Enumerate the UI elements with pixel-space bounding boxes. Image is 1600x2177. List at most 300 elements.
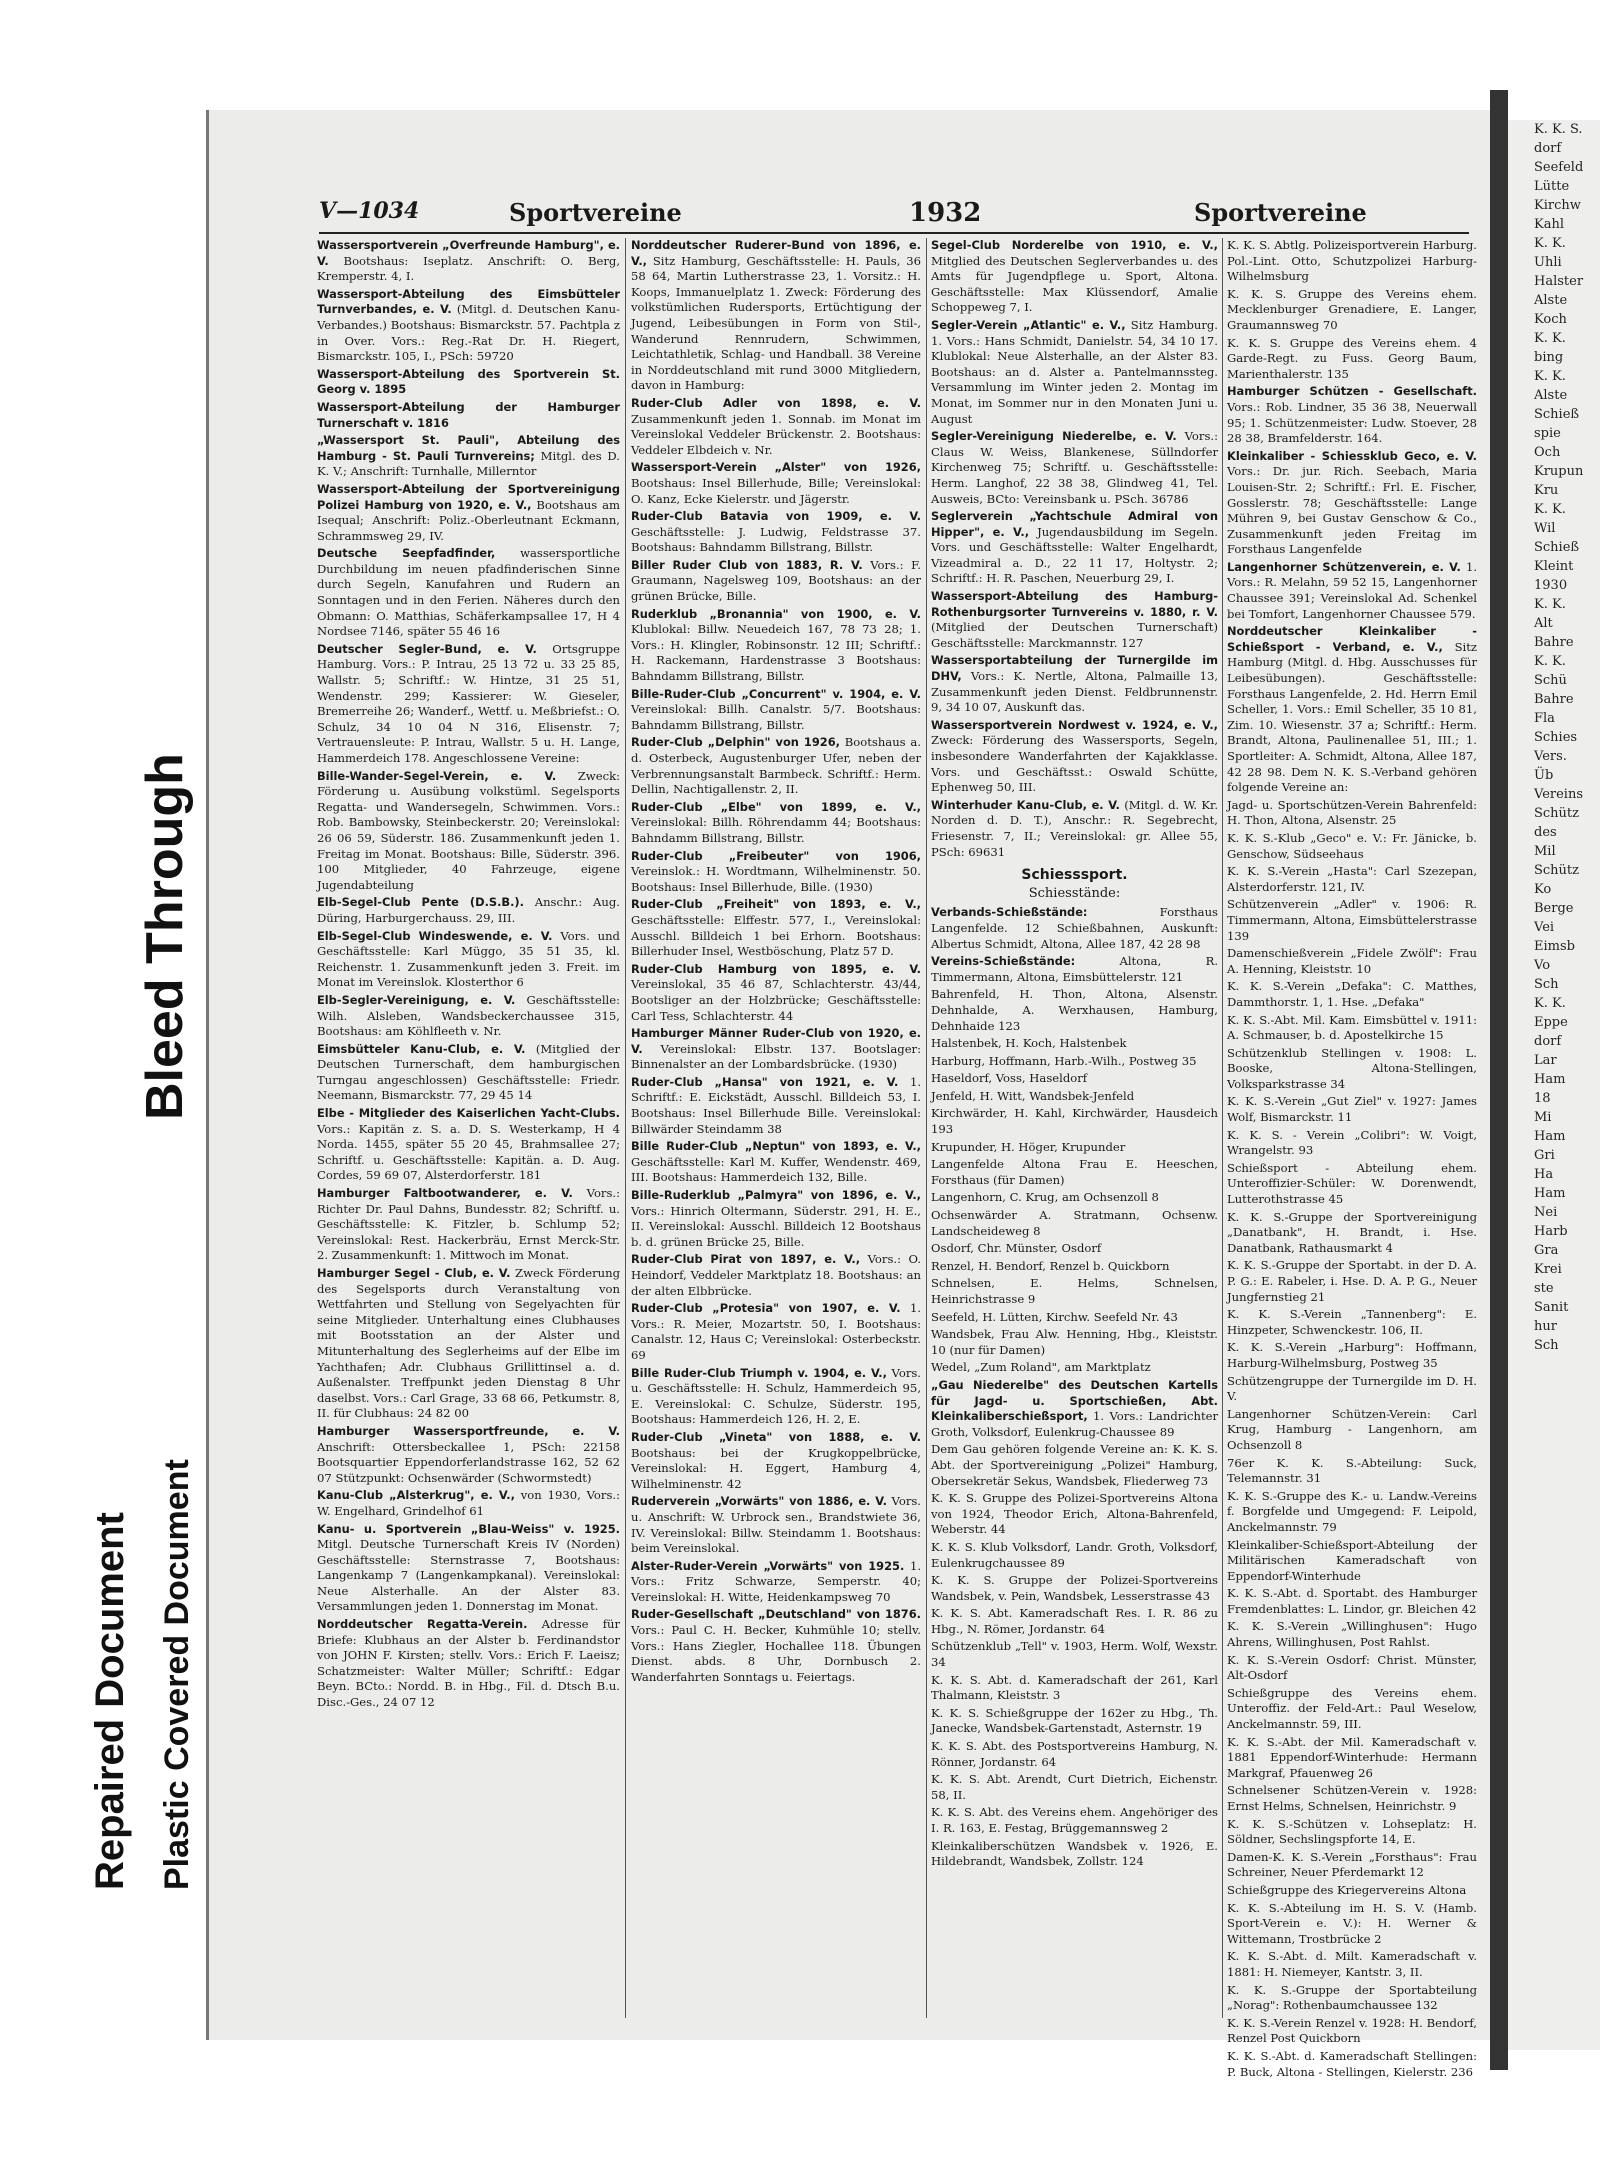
club-details: K. K. S.-Verein „Willinghusen": Hugo Ahrens, Willinghusen, Post Rahlst. — [1227, 1619, 1477, 1650]
club-name: Ruder-Club Batavia von 1909, e. V. — [631, 509, 921, 524]
directory-entry — [317, 1042, 620, 1104]
club-details: von 1930, Vors.: W. Engelhard, Grindelhof 61 — [317, 1488, 620, 1518]
directory-entry — [1227, 979, 1477, 1010]
directory-entry — [931, 1327, 1218, 1358]
adjacent-page-line: Ham — [1534, 1129, 1566, 1144]
club-details: K. K. S.-Verein „Gut Ziel" v. 1927: James Wolf, Bismarckstr. 11 — [1227, 1094, 1477, 1125]
club-name: Ruderklub „Bronannia" von 1900, e. V. — [631, 606, 921, 621]
club-details: Langenhorn, C. Krug, am Ochsenzoll 8 — [931, 1190, 1159, 1205]
club-details: K. K. S. Gruppe des Vereins ehem. Mecklenburger Grenadiere, E. Langer, Graumannsweg 70 — [1227, 286, 1477, 332]
directory-entry — [631, 509, 921, 556]
directory-entry — [631, 800, 921, 847]
club-details: K. K. S. Gruppe des Vereins ehem. 4 Garde-Regt. zu Fuss. Georg Baum, Marienthalerstr. 135 — [1227, 335, 1477, 381]
directory-entry — [631, 735, 921, 797]
club-details: K. K. S.-Verein Osdorf: Christ. Münster, Alt-Osdorf — [1227, 1652, 1477, 1683]
adjacent-page-line: 1930 — [1534, 578, 1568, 593]
directory-entry — [931, 1157, 1218, 1188]
column-2 — [631, 238, 921, 2018]
club-details: Schnelsen, E. Helms, Schnelsen, Heinrichstrasse 9 — [931, 1276, 1218, 1306]
club-details: Bootshaus a. d. Osterbeck, Augustenburger Ufer, neben der Verbrennungsanstalt Barmbeck. Schriftf.: Herm. Dellin, Nachtigallenstr. 2, II. — [631, 735, 922, 797]
page-edge-shadow — [1490, 90, 1508, 2070]
directory-entry — [1227, 560, 1477, 622]
plastic-covered-label: Plastic Covered Document — [158, 1459, 196, 1890]
adjacent-page-line: K. K. — [1534, 597, 1566, 612]
club-details: Sitz Hamburg, Geschäftsstelle: H. Pauls, 36 58 64, Martin Lutherstrasse 23, 1. Vorsitz.: H. Koops, Immanuelplatz 1. Zweck: Förderung des volkstümlichen Rudersports, Ertüchtigung der Jugend, Leibesübungen in Form von Stil-, Wanderund Rennrudern, Schwimmen, Leichtathletik, Schlag- und Handball. 38 Vereine in Norddeutschland mit rund 3000 Mitgliedern, davon in Hamburg: — [631, 253, 921, 393]
club-name: Wassersport-Abteilung des Eimsbütteler Turnverbandes, e. V. — [317, 286, 620, 317]
club-details: Mitglied des Deutschen Seglerverbandes u. des Amts für Jugendpflege u. Sport, Altona. Geschäftsstelle: Max Klüssendorf, Amalie Schoppeweg 7, I. — [931, 253, 1218, 315]
directory-entry — [631, 1026, 921, 1073]
directory-entry — [317, 1617, 620, 1711]
club-details: Adresse für Briefe: Klubhaus an der Alster b. Ferdinandstor von JOHN F. Kirsten; stellv. Vors.: Erich F. Laeisz; Schatzmeister: Walter Müller; Schriftf.: Edgar Beyn. BCto.: Nordd. B. in Hbg., Fil. d. Dtsch B.u. Disc.-Ges., 24 07 12 — [317, 1617, 620, 1710]
bleed-through-label: Bleed Through — [136, 753, 194, 1120]
club-details: K. K. S. Gruppe der Polizei-Sportvereins Wandsbek, v. Pein, Wandsbek, Lesserstrasse 43 — [931, 1573, 1218, 1603]
club-details: Bootshaus: bei der Krugkoppelbrücke, Vereinslokal: H. Eggert, Hamburg 4, Wilhelminenstr. 42 — [631, 1445, 921, 1491]
directory-entry — [631, 238, 921, 394]
adjacent-page-line: Vereins — [1534, 787, 1583, 802]
club-name: Segler-Vereinigung Niederelbe, e. V. — [931, 429, 1177, 444]
club-name: Wassersport-Abteilung der Hamburger Turnerschaft v. 1816 — [317, 399, 620, 430]
directory-entry — [931, 1772, 1218, 1803]
column-rule — [926, 238, 927, 2018]
directory-entry — [317, 482, 620, 544]
adjacent-page-line: Seefeld — [1534, 160, 1584, 175]
club-name: Wassersport-Abteilung der Sportvereinigung Polizei Hamburg von 1920, e. V., — [317, 481, 620, 512]
directory-entry — [1227, 384, 1477, 446]
club-details: Sitz Hamburg. 1. Vors.: Hans Schmidt, Danielstr. 54, 34 10 17. Klublokal: Neue Alsterhalle, an der Alster 83. Bootshaus: an d. Alster a. Pantelmannssteg. Versammlung im Winter jeden 2. Montag im Monat, im Sommer nur in den Monaten Juni u. August — [931, 317, 1218, 426]
club-details: 1. Vors.: Fritz Schwarze, Semperstr. 40; Vereinslokal: H. Witte, Heidenkampsweg 70 — [631, 1558, 922, 1604]
club-details: Vors.: Paul C. H. Becker, Kuhmühle 10; stellv. Vors.: Hans Ziegler, Hochallee 118. Übungen Dienst. abds. 8 Uhr, Dornbusch 2. Wanderfahrten Sonntags u. Feiertags. — [631, 1623, 921, 1684]
club-name: Segel-Club Norderelbe von 1910, e. V., — [931, 238, 1218, 252]
club-details: Mitgl. Deutsche Turnerschaft Kreis IV (Norden) Geschäftsstelle: Sternstrasse 7, Bootshaus: Langenkamp 7 (Langenkampkanal). Vereinslokal: Neue Alsterhalle. An der Alster 83. Versammlungen jeden 1. Donnerstag im Monat. — [317, 1537, 620, 1614]
club-details: Ochsenwärder A. Stratmann, Ochsenw. Landscheideweg 8 — [931, 1208, 1218, 1238]
club-details: Vereinslokal, 35 46 87, Schlachterstr. 43/44, Bootsliger an der Holzbrücke; Geschäftsstelle: Carl Tess, Schlachterstr. 44 — [631, 977, 921, 1023]
club-details: Zweck Förderung des Segelsports durch Veranstaltung von Wettfahrten und Stellung von Segelyachten für seine Mitglieder. Unterhaltung eines Clubhauses mit Bootsstation an der Alster und Mitunterhaltung des Seglerheims auf der Elbe im Yachthafen; Adr. Clubhaus Grillittinsel a. d. Außenalster. Treffpunkt jeden Dienstag 8 Uhr daselbst. Vors.: Carl Grage, 33 68 66, Petkumstr. 8, II. für Clubhaus: 24 82 00 — [317, 1266, 621, 1421]
directory-entry — [317, 238, 620, 285]
directory-entry — [1227, 1538, 1477, 1585]
adjacent-page-line: Alste — [1534, 293, 1568, 308]
document-page — [206, 110, 1495, 2079]
club-name: Ruderverein „Vorwärts" von 1886, e. V. — [631, 1494, 887, 1509]
club-name: Wassersportabteilung der Turnergilde im DHV, — [931, 653, 1218, 684]
club-details: Ortsgruppe Hamburg. Vors.: P. Intrau, 25 13 72 u. 33 25 85, Wallstr. 5; Schriftf.: W. Hintze, 31 25 51, Wendenstr. 299; Kassierer: W. Gieseler, Bremerreihe 26; Wanderf., Wettf. u. Meßbriefst.: O. Schulz, 34 10 04 N 316, Elisenstr. 7; Vertrauensleute: P. Intrau, Wallstr. 5 u. H. Lange, Hammerdeich 178. Angeschlossene Vereine: — [317, 641, 621, 765]
adjacent-page-line: Schütz — [1534, 863, 1580, 878]
page-number: V—1034 — [319, 198, 420, 224]
club-details: Halstenbek, H. Koch, Halstenbek — [931, 1036, 1127, 1051]
club-details: K. K. S.-Gruppe der Sportabteilung „Norag": Rothenbaumchaussee 132 — [1227, 1982, 1477, 2013]
club-details: K. K. S.-Klub „Geco" e. V.: Fr. Jänicke, b. Genschow, Südseehaus — [1227, 830, 1477, 861]
club-name: Ruder-Club „Protesia" von 1907, e. V. — [631, 1301, 901, 1316]
directory-entry — [631, 1559, 921, 1606]
club-details: K. K. S.-Gruppe der Sportabt. in der D. A. P. G.: E. Rabeler, i. Hse. D. A. P. G., Neuer Jungfernstieg 21 — [1227, 1258, 1477, 1304]
club-details: Bootshaus: Insel Billerhude, Bille; Vereinslokal: O. Kanz, Ecke Kielerstr. und Jägerstr. — [631, 475, 921, 506]
club-details: Altona, R. Timmermann, Altona, Eimsbüttelerstr. 121 — [931, 954, 1219, 984]
club-details: Jenfeld, H. Witt, Wandsbek-Jenfeld — [931, 1088, 1135, 1103]
club-name: Norddeutscher Ruderer-Bund von 1896, e. V., — [631, 238, 921, 268]
directory-entry — [1227, 624, 1477, 796]
club-name: Wassersport-Verein „Alster" von 1926, — [631, 460, 921, 475]
directory-entry — [317, 1266, 620, 1422]
directory-entry — [931, 1805, 1218, 1836]
directory-entry — [1227, 1883, 1477, 1899]
adjacent-page-line: ste — [1534, 1281, 1554, 1296]
club-name: Kanu-Club „Alsterkrug", e. V., — [317, 1488, 515, 1503]
club-details: Damenschießverein „Fidele Zwölf": Frau A. Henning, Kleiststr. 10 — [1227, 946, 1477, 976]
adjacent-page-line: Lütte — [1534, 179, 1570, 194]
directory-entry — [1227, 1307, 1477, 1338]
directory-entry — [1227, 1619, 1477, 1650]
club-details: Geschäftsstelle: J. Ludwig, Feldstrasse 37. Bootshaus: Bahndamm Billstrang, Billstr. — [631, 524, 921, 555]
club-details: Anschr.: Aug. Düring, Harburgerchauss. 29, III. — [317, 895, 620, 925]
club-name: Hamburger Schützen - Gesellschaft. — [1227, 384, 1477, 399]
club-details: Vors.: Dr. jur. Rich. Seebach, Maria Louisen-Str. 2; Schriftf.: Frl. E. Fischer, Gosslerstr. 78; Geschäftsstelle: Lange Mühren 9, bei Gustav Genschow & Co., Zusammenkunft jeden Freitag im Forsthaus Langenfelde — [1227, 464, 1477, 557]
directory-entry — [631, 1252, 921, 1299]
club-name: Wassersport-Abteilung des Sportverein St. Georg v. 1895 — [317, 366, 620, 397]
adjacent-page-line: Vo — [1534, 958, 1551, 973]
directory-entry — [1227, 1374, 1477, 1405]
directory-entry — [1227, 1949, 1477, 1980]
adjacent-page-line: Schieß — [1534, 540, 1580, 555]
directory-entry — [1227, 798, 1477, 829]
club-details: Vors. u. Anschrift: W. Urbrock sen., Brandstwiete 36, IV. Vereinslokal: Billw. Steindamm 1. Bootshaus: beim Vereinslokal. — [631, 1494, 921, 1556]
club-details: Vereinslokal: Billh. Canalstr. 5/7. Bootshaus: Bahndamm Billstrang, Billstr. — [631, 702, 921, 732]
adjacent-page-line: Halster — [1534, 274, 1584, 289]
adjacent-page-line: K. K. — [1534, 236, 1566, 251]
directory-entry — [317, 993, 620, 1040]
club-details: Schützenklub „Tell" v. 1903, Herm. Wolf, Wexstr. 34 — [931, 1639, 1218, 1670]
club-details: K. K. S.-Verein „Defaka": C. Matthes, Dammthorstr. 1, 1. Hse. „Defaka" — [1227, 979, 1477, 1009]
directory-entry — [931, 987, 1218, 1034]
club-name: Biller Ruder Club von 1883, R. V. — [631, 557, 863, 572]
club-details: Geschäftsstelle: Wilh. Alsleben, Wandsbeckerchaussee 315, Bootshaus: am Köhlfleeth v. Nr. — [317, 992, 621, 1039]
club-name: Hamburger Faltbootwanderer, e. V. — [317, 1186, 573, 1201]
directory-entry — [931, 653, 1218, 715]
club-details: Vors.: Kapitän z. S. a. D. S. Westerkamp, H 4 Norda. 1455, später 55 20 45, Brahmsallee 27; Schriftf. u. Geschäftsstelle: Kapitän. a. D. Aug. Cordes, 59 69 07, Alsterdorferstr. 181 — [317, 1121, 620, 1183]
directory-entry — [931, 1071, 1218, 1087]
directory-entry — [931, 1259, 1218, 1275]
directory-entry — [1227, 449, 1477, 558]
club-details: Kleinkaliberschützen Wandsbek v. 1926, E. Hildebrandt, Wandsbek, Zollstr. 124 — [931, 1838, 1218, 1869]
directory-entry — [1227, 1210, 1477, 1257]
directory-entry — [931, 905, 1218, 952]
club-details: Vors.: Hinrich Oltermann, Süderstr. 291, H. E., II. Vereinslokal: Ausschl. Billdeich 12 Bootshaus b. d. grünen Brücke 25, Bille. — [631, 1203, 921, 1249]
directory-entry — [931, 238, 1218, 316]
club-details: K. K. S. Gruppe des Polizei-Sportvereins Altona von 1924, Theodor Erich, Altona-Bahrenfeld, Weberstr. 44 — [931, 1491, 1218, 1537]
club-details: (Mitglied der Deutschen Turnerschaft, dem hamburgischen Turngau angeschlossen) Geschäftsstelle: Friedr. Neemann, Bismarckstr. 77, 29 45 14 — [317, 1041, 620, 1103]
directory-entry — [931, 1673, 1218, 1704]
adjacent-page-line: Üb — [1534, 768, 1554, 783]
adjacent-page-line: Eimsb — [1534, 939, 1575, 954]
directory-entry — [1227, 238, 1477, 285]
club-name: Ruder-Club Pirat von 1897, e. V., — [631, 1252, 861, 1267]
adjacent-page-line: Mi — [1534, 1110, 1552, 1125]
directory-entry — [931, 1241, 1218, 1257]
club-name: Norddeutscher Kleinkaliber - Schießsport - Verband, e. V., — [1227, 624, 1477, 654]
directory-entry — [931, 1573, 1218, 1604]
club-details: Sitz Hamburg (Mitgl. d. Hbg. Ausschusses für Leibesübungen). Geschäftsstelle: Forsthaus Langenfelde, 2. Hd. Herrn Emil Scheller, 1. Vors.: Emil Scheller, 35 10 81, Zim. 10. Wiesenstr. 37 a; Schriftf.: Herm. Brandt, Altona, Paulinenallee 51, III.; 1. Sportleiter: A. Schmidt, Altona, Allee 187, 42 28 98. Dem N. K. S.-Verband gehören folgende Vereine an: — [1227, 639, 1478, 795]
adjacent-page-line: hur — [1534, 1319, 1557, 1334]
header-left-title: Sportvereine — [509, 198, 682, 227]
directory-entry — [931, 1208, 1218, 1239]
club-name: Ruder-Gesellschaft „Deutschland" von 1876. — [631, 1607, 921, 1622]
directory-entry — [1227, 336, 1477, 383]
club-details: Mitgl. des D. K. V.; Anschrift: Turnhalle, Millerntor — [317, 448, 620, 479]
directory-entry — [631, 1301, 921, 1363]
adjacent-page-line: Ha — [1534, 1167, 1554, 1182]
club-details: Vereinslokal: Elbstr. 137. Bootslager: Binnenalster an der Lombardsbrücke. (1930) — [631, 1041, 922, 1072]
club-name: Elb-Segler-Vereinigung, e. V. — [317, 992, 516, 1007]
club-name: Elb-Segel-Club Windeswende, e. V. — [317, 928, 553, 943]
club-details: Bootshaus: Iseplatz. Anschrift: O. Berg, Kremperstr. 4, I. — [317, 253, 621, 284]
club-name: Ruder-Club „Freiheit" von 1893, e. V., — [631, 897, 921, 912]
directory-entry — [1227, 1456, 1477, 1487]
adjacent-page-line: K. K. — [1534, 369, 1566, 384]
adjacent-page-line: Bahre — [1534, 635, 1574, 650]
club-details: K. K. S.-Abt. d. Sportabt. des Hamburger Fremdenblattes: L. Lindor, gr. Bleichen 42 — [1227, 1586, 1477, 1616]
directory-entry — [631, 849, 921, 896]
directory-entry — [631, 1430, 921, 1492]
directory-entry — [317, 1424, 620, 1486]
club-details: Forsthaus Langenfelde. 12 Schießbahnen, Auskunft: Albertus Schmidt, Altona, Allee 187, 42 28 98 — [931, 905, 1218, 951]
club-name: Elb-Segel-Club Pente (D.S.B.). — [317, 895, 524, 910]
club-details: Schnelsener Schützen-Verein v. 1928: Ernst Helms, Schnelsen, Heinrichstr. 9 — [1227, 1783, 1477, 1813]
club-details: Anschrift: Ottersbeckallee 1, PSch: 22158 Bootsquartier Eppendorferlandstrasse 162, 52 62 07 Stützpunkt: Ochsenwärder (Schwormstedt) — [317, 1439, 620, 1485]
club-details: Vors. und Geschäftsstelle: Karl Müggo, 35 51 35, kl. Reichenstr. 1. Zusammenkunft jeden 3. Freit. im Monat im Vereinslok. Klosterthor 6 — [317, 928, 620, 990]
directory-entry — [931, 1639, 1218, 1670]
directory-entry — [1227, 1901, 1477, 1948]
directory-entry — [1227, 1686, 1477, 1733]
directory-entry — [931, 1276, 1218, 1307]
club-details: Bootshaus am Isequal; Anschrift: Poliz.-Oberleutnant Eckmann, Schrammsweg 29, IV. — [317, 497, 620, 543]
directory-entry — [1227, 1013, 1477, 1044]
directory-entry — [1227, 1817, 1477, 1848]
directory-entry — [631, 1494, 921, 1556]
club-name: Bille Ruder-Club Triumph v. 1904, e. V., — [631, 1365, 887, 1380]
adjacent-page-line: Sanit — [1534, 1300, 1569, 1315]
directory-entry — [631, 607, 921, 685]
header-year: 1932 — [909, 198, 982, 228]
adjacent-page-line: Bahre — [1534, 692, 1574, 707]
adjacent-page-line: Och — [1534, 445, 1561, 460]
directory-entry — [1227, 831, 1477, 862]
column-rule — [1222, 238, 1223, 2018]
directory-entry — [1227, 2016, 1477, 2047]
page-header — [319, 192, 1469, 234]
club-details: Schießgruppe des Vereins ehem. Unteroffiz. der Feld-Art.: Paul Weselow, Anckelmannstr. 59, III. — [1227, 1685, 1477, 1732]
adjacent-page-line: Berge — [1534, 901, 1574, 916]
adjacent-page-line: Kirchw — [1534, 198, 1581, 213]
directory-entry — [931, 1310, 1218, 1326]
club-details: 1. Vors.: R. Melahn, 59 52 15, Langenhorner Chaussee 391; Vereinslokal Ad. Schenkel bei Tomfort, Langenhorner Chaussee 579. — [1227, 559, 1477, 621]
directory-entry — [317, 895, 620, 926]
adjacent-page-line: Kru — [1534, 483, 1559, 498]
column-4 — [1227, 238, 1478, 2079]
club-details: Zweck: Förderung des Wassersports, Segeln, insbesondere Wanderfahrten der Kajakklasse. Vors. und Geschäftsst.: Oswald Schütte, Ephenweg 50, III. — [931, 733, 1218, 795]
adjacent-page-line: Ko — [1534, 882, 1552, 897]
club-name: Hamburger Segel - Club, e. V. — [317, 1266, 511, 1280]
club-details: Zusammenkunft jeden 1. Sonnab. im Monat im Vereinslokal Veddeler Brückenstr. 2. Bootshaus: Veddeler Elbdeich v. Nr. — [631, 411, 921, 457]
adjacent-page-line: Lar — [1534, 1053, 1557, 1068]
column-1 — [317, 238, 620, 2018]
adjacent-page-line: Sch — [1534, 977, 1559, 992]
club-details: Dem Gau gehören folgende Vereine an: K. K. S. Abt. der Sportvereinigung „Polizei" Hamburg, Obersekretär Sekus, Wandsbek, Fliederweg 73 — [931, 1442, 1218, 1488]
club-details: K. K. S. Abt. d. Kameradschaft der 261, Karl Thalmann, Kleiststr. 3 — [931, 1672, 1218, 1703]
header-right-title: Sportvereine — [1194, 198, 1367, 227]
club-details: Damen-K. K. S.-Verein „Forsthaus": Frau Schreiner, Neuer Pferdemarkt 12 — [1227, 1849, 1477, 1880]
directory-entry — [1227, 897, 1477, 944]
club-name: Deutscher Segler-Bund, e. V. — [317, 641, 537, 656]
club-name: Eimsbütteler Kanu-Club, e. V. — [317, 1041, 526, 1056]
directory-entry — [631, 558, 921, 605]
club-details: 1. Vors.: Landrichter Groth, Volksdorf, Eulenkrug-Chaussee 89 — [931, 1409, 1219, 1439]
directory-entry — [931, 1140, 1218, 1156]
club-name: Bille-Wander-Segel-Verein, e. V. — [317, 768, 557, 783]
directory-entry — [317, 367, 620, 398]
directory-entry — [317, 1106, 620, 1184]
directory-entry — [631, 1607, 921, 1685]
club-name: Bille Ruder-Club „Neptun" von 1893, e. V., — [631, 1139, 921, 1154]
directory-entry — [1227, 1046, 1477, 1093]
club-details: 76er K. K. S.-Abteilung: Suck, Telemannstr. 31 — [1227, 1455, 1477, 1486]
club-details: Vors.: O. Heindorf, Veddeler Marktplatz 18. Bootshaus: an der alten Elbbrücke. — [631, 1252, 922, 1298]
club-name: Bille-Ruderklub „Palmyra" von 1896, e. V., — [631, 1188, 921, 1203]
club-name: „Wassersport St. Pauli", Abteilung des Hamburg - St. Pauli Turnvereins; — [317, 433, 620, 463]
adjacent-page-line: Uhli — [1534, 255, 1562, 270]
club-details: Krupunder, H. Höger, Krupunder — [931, 1139, 1126, 1154]
directory-entry — [931, 429, 1218, 507]
directory-entry — [317, 769, 620, 894]
adjacent-page-line: K. K. — [1534, 996, 1566, 1011]
adjacent-page-line: Harb — [1534, 1224, 1568, 1239]
club-details: Langenhorner Schützen-Verein: Carl Krug, Hamburg - Langenhorn, am Ochsenzoll 8 — [1227, 1406, 1477, 1452]
adjacent-page-line: K. K. S. — [1534, 122, 1583, 137]
club-details: Bahrenfeld, H. Thon, Altona, Alsenstr. Dehnhalde, A. Werxhausen, Hamburg, Dehnhaide 123 — [931, 987, 1218, 1033]
adjacent-page-line: 18 — [1534, 1091, 1551, 1106]
directory-entry — [317, 642, 620, 767]
directory-entry — [931, 798, 1218, 860]
club-details: Schießsport - Abteilung ehem. Unteroffizier-Schüler: W. Dorenwendt, Lutterothstrasse 45 — [1227, 1160, 1477, 1207]
directory-entry — [1227, 1407, 1477, 1454]
club-details: Vors.: Richter Dr. Paul Dahns, Bundesstr. 82; Schriftf. u. Geschäftsstelle: K. Fitzler, b. Schlump 52; Vereinslokal: Rest. Hackerbräu, Ernst Merck-Str. 2. Zusammenkunft: 1. Mittwoch im Monat. — [317, 1186, 621, 1263]
club-details: Wandsbek, Frau Alw. Henning, Hbg., Kleiststr. 10 (nur für Damen) — [931, 1327, 1218, 1357]
adjacent-page-line: Gri — [1534, 1148, 1555, 1163]
column-rule — [625, 238, 626, 2018]
adjacent-page-fragment — [1508, 120, 1600, 2050]
adjacent-page-line: Ham — [1534, 1072, 1566, 1087]
club-details: Schießgruppe des Kriegervereins Altona — [1227, 1882, 1467, 1897]
club-details: Osdorf, Chr. Münster, Osdorf — [931, 1241, 1102, 1256]
club-details: Schützenklub Stellingen v. 1908: L. Booske, Altona-Stellingen, Volksparkstrasse 34 — [1227, 1045, 1477, 1091]
club-details: Seefeld, H. Lütten, Kirchw. Seefeld Nr. 43 — [931, 1309, 1178, 1324]
directory-entry — [931, 1491, 1218, 1538]
club-details: Vors.: F. Graumann, Nagelsweg 109, Bootshaus: an der grünen Brücke, Bille. — [631, 557, 921, 604]
club-details: Haseldorf, Voss, Haseldorf — [931, 1071, 1088, 1086]
directory-entry — [317, 929, 620, 991]
adjacent-page-line: Eppe — [1534, 1015, 1568, 1030]
directory-entry — [931, 1540, 1218, 1571]
club-details: Vereinslokal: Billh. Röhrendamm 44; Bootshaus: Bahndamm Billstrang, Billstr. — [631, 815, 921, 845]
adjacent-page-line: dorf — [1534, 141, 1562, 156]
club-name: Langenhorner Schützenverein, e. V. — [1227, 559, 1461, 574]
club-details: K. K. S. Klub Volksdorf, Landr. Groth, Volksdorf, Eulenkrugchaussee 89 — [931, 1539, 1218, 1570]
club-details: Kirchwärder, H. Kahl, Kirchwärder, Hausdeich 193 — [931, 1106, 1218, 1137]
directory-entry — [317, 287, 620, 365]
club-details: Vors.: Claus W. Weiss, Blankenese, Süllndorfer Kirchenweg 75; Schriftf. u. Geschäftsstelle: Herm. Langhof, 22 38 38, Glindweg 41, Tel. Ausweis, BCto: Vereinsbank u. PSch. 36786 — [931, 429, 1218, 506]
club-details: K. K. S. Schießgruppe der 162er zu Hbg., Th. Janecke, Wandsbek-Gartenstadt, Asternstr. 19 — [931, 1705, 1218, 1736]
directory-entry — [931, 1839, 1218, 1870]
directory-entry — [931, 1442, 1218, 1489]
club-details: wassersportliche Durchbildung im neuen pfadfinderischen Sinne durch Segeln, Kanufahren und Rudern an Sonntagen und in den Ferien. Näheres durch den Obmann: O. Matthias, Schäferkampsallee 17, H 4 Nordsee 7146, später 55 46 16 — [317, 546, 620, 639]
directory-entry — [931, 1739, 1218, 1770]
adjacent-page-line: Gra — [1534, 1243, 1559, 1258]
club-name: Wassersportverein Nordwest v. 1924, e. V., — [931, 717, 1218, 732]
club-details: K. K. S.-Abt. d. Milt. Kameradschaft v. 1881: H. Niemeyer, Kantstr. 3, II. — [1227, 1949, 1477, 1979]
adjacent-page-line: Ham — [1534, 1186, 1566, 1201]
club-name: Verbands-Schießstände: — [931, 905, 1088, 920]
club-name: Elbe - Mitglieder des Kaiserlichen Yacht-Clubs. — [317, 1106, 620, 1121]
club-name: Ruder-Club „Vineta" von 1888, e. V. — [631, 1429, 921, 1444]
club-name: Deutsche Seepfadfinder, — [317, 546, 496, 561]
directory-entry — [931, 1360, 1218, 1376]
directory-entry — [1227, 1653, 1477, 1684]
club-details: Schützengruppe der Turnergilde im D. H. V. — [1227, 1373, 1477, 1404]
club-details: K. K. S.-Abt. der Mil. Kameradschaft v. 1881 Eppendorf-Winterhude: Hermann Markgraf, Pfauenweg 26 — [1227, 1734, 1477, 1780]
directory-entry — [931, 954, 1218, 985]
club-details: K. K. S.-Verein „Harburg": Hoffmann, Harburg-Wilhelmsburg, Postweg 35 — [1227, 1340, 1477, 1370]
directory-entry — [1227, 1094, 1477, 1125]
club-details: Jagd- u. Sportschützen-Verein Bahrenfeld: H. Thon, Altona, Alsenstr. 25 — [1227, 797, 1477, 828]
directory-entry — [1227, 1128, 1477, 1159]
club-name: Alster-Ruder-Verein „Vorwärts" von 1925. — [631, 1558, 905, 1573]
directory-entry — [931, 718, 1218, 796]
club-details: (Mitgl. d. Deutschen Kanu-Verbandes.) Bootshaus: Bismarckstr. 57. Pachtpla z in Over. Vors.: Reg.-Rat Dr. H. Riegert, Bismarckstr. 105, I., PSch: 59720 — [317, 302, 620, 364]
directory-entry — [631, 687, 921, 734]
directory-entry — [931, 1190, 1218, 1206]
directory-entry — [1227, 1735, 1477, 1782]
club-details: Schützenverein „Adler" v. 1906: R. Timmermann, Altona, Eimsbüttelerstrasse 139 — [1227, 897, 1477, 943]
directory-entry — [317, 1522, 620, 1616]
club-name: Hamburger Männer Ruder-Club von 1920, e. V. — [631, 1026, 921, 1056]
directory-entry — [1227, 1586, 1477, 1617]
adjacent-page-line: K. K. — [1534, 654, 1566, 669]
adjacent-page-line: dorf — [1534, 1034, 1562, 1049]
club-details: Jugendausbildung im Segeln. Vors. und Geschäftsstelle: Walter Engelhardt, Vizeadmiral a. D., 22 11 17, Holtystr. 2; Schriftf.: H. R. Paschen, Neuerburg 29, I. — [931, 524, 1218, 586]
club-details: Harburg, Hoffmann, Harb.-Wilh., Postweg 35 — [931, 1053, 1197, 1068]
club-details: K. K. S.-Abt. d. Kameradschaft Stellingen: P. Buck, Altona - Stellingen, Kielerstr. 236 — [1227, 2048, 1477, 2079]
adjacent-page-line: Schieß — [1534, 407, 1580, 422]
club-name: Ruder-Club „Delphin" von 1926, — [631, 735, 840, 750]
adjacent-page-line: Mil — [1534, 844, 1556, 859]
adjacent-page-line: K. K. — [1534, 502, 1566, 517]
adjacent-page-line: Kahl — [1534, 217, 1564, 232]
club-details: K. K. S.-Gruppe des K.- u. Landw.-Vereins f. Borgfelde und Umgegend: F. Leipold, Anckelmannstr. 79 — [1227, 1488, 1477, 1534]
directory-entry — [1227, 1983, 1477, 2014]
club-details: K. K. S. Abt. des Postsportvereins Hamburg, N. Rönner, Jordanstr. 64 — [931, 1739, 1218, 1769]
club-details: (Mitglied der Deutschen Turnerschaft) Geschäftsstelle: Marckmannstr. 127 — [931, 620, 1218, 650]
club-name: Vereins-Schießstände: — [931, 954, 1076, 969]
club-details: K. K. S. Abt. Arendt, Curt Dietrich, Eichenstr. 58, II. — [931, 1772, 1218, 1802]
club-details: Renzel, H. Bendorf, Renzel b. Quickborn — [931, 1258, 1170, 1273]
club-details: Zweck: Förderung u. Ausübung volkstüml. Segelsports Regatta- und Wandersegeln, Schwimmen. Vors.: Rob. Bambowsky, Steinbeckerstr. 20; Vereinslokal: 26 06 59, Süderstr. 186. Zusammenkunft jeden 1. Freitag im Monat. Bootshaus: Bille, Süderstr. 396. 100 Mitglieder, 40 Fahrzeuge, eigene Jugendabteilung — [317, 768, 620, 892]
column-3 — [931, 238, 1218, 2018]
directory-entry — [1227, 946, 1477, 977]
adjacent-page-line: Schü — [1534, 673, 1567, 688]
club-details: Geschäftsstelle: Karl M. Kuffer, Wendenstr. 469, III. Bootshaus: Hammerdeich 132, Bille. — [631, 1154, 921, 1185]
club-name: „Gau Niederelbe" des Deutschen Kartells für Jagd- u. Sportschießen, Abt. Kleinkaliberschießsport, — [931, 1377, 1218, 1424]
directory-entry — [1227, 2049, 1477, 2080]
adjacent-page-line: spie — [1534, 426, 1561, 441]
club-name: Ruder-Club „Elbe" von 1899, e. V., — [631, 799, 921, 814]
directory-entry — [931, 1054, 1218, 1070]
